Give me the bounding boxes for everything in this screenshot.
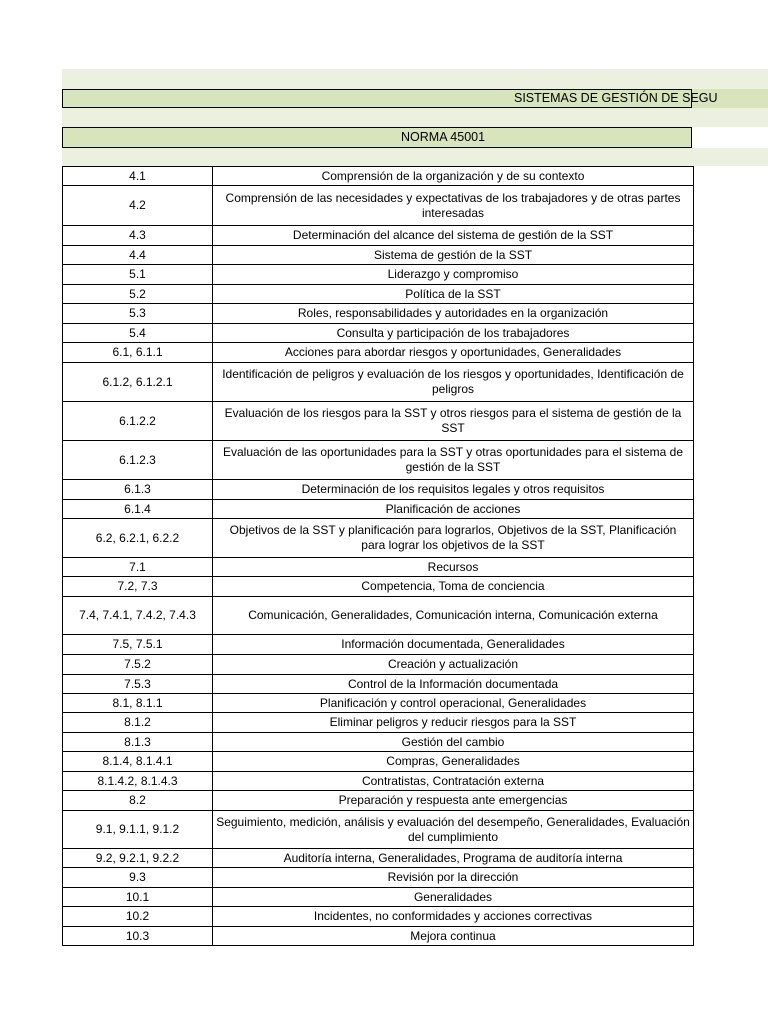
clause-title: Determinación del alcance del sistema de gestión de la SST [213,226,694,246]
clause-number: 8.1, 8.1.1 [63,694,213,713]
table-row [63,519,694,558]
clause-title: Planificación de acciones [213,500,694,519]
table-row [63,675,694,694]
clause-title: Determinación de los requisitos legales y otros requisitos [213,480,694,500]
clause-number: 5.4 [63,324,213,343]
clause-title: Creación y actualización [213,655,694,675]
clause-title: Acciones para abordar riesgos y oportunidades, Generalidades [213,343,694,363]
clause-title: Competencia, Toma de conciencia [213,577,694,597]
clause-number: 9.1, 9.1.1, 9.1.2 [63,811,213,849]
clause-number: 6.2, 6.2.1, 6.2.2 [63,519,213,558]
clause-title: Consulta y participación de los trabajadores [213,324,694,343]
clause-title: Sistema de gestión de la SST [213,246,694,265]
clause-number: 4.4 [63,246,213,265]
table-row [63,927,694,946]
table-row [63,167,694,186]
clause-number: 5.2 [63,285,213,304]
requirements-table [62,166,694,946]
clause-number: 7.2, 7.3 [63,577,213,597]
clause-title: Incidentes, no conformidades y acciones correctivas [213,907,694,927]
clause-number: 6.1, 6.1.1 [63,343,213,363]
table-row [63,635,694,655]
clause-number: 4.1 [63,167,213,186]
table-row [63,304,694,324]
clause-number: 4.3 [63,226,213,246]
table-row [63,441,694,480]
table-row [63,597,694,635]
clause-number: 10.1 [63,888,213,907]
table-row [63,888,694,907]
clause-number: 6.1.2.2 [63,402,213,441]
clause-number: 10.3 [63,927,213,946]
clause-title: Compras, Generalidades [213,752,694,772]
page-title: SISTEMAS DE GESTIÓN DE SEGU [514,91,718,105]
clause-title: Generalidades [213,888,694,907]
table-row [63,772,694,791]
clause-title: Auditoría interna, Generalidades, Programa de auditoría interna [213,849,694,868]
clause-title: Comunicación, Generalidades, Comunicación interna, Comunicación externa [213,597,694,635]
clause-title: Política de la SST [213,285,694,304]
clause-number: 6.1.4 [63,500,213,519]
clause-title: Evaluación de las oportunidades para la SST y otras oportunidades para el sistema de gestión de la SST [213,441,694,480]
norma-bar [62,127,692,148]
clause-number: 9.2, 9.2.1, 9.2.2 [63,849,213,868]
clause-number: 7.5, 7.5.1 [63,635,213,655]
clause-number: 7.5.3 [63,675,213,694]
table-row [63,186,694,226]
clause-title: Mejora continua [213,927,694,946]
table-row [63,324,694,343]
table-row [63,791,694,811]
clause-title: Control de la Información documentada [213,675,694,694]
clause-number: 9.3 [63,868,213,888]
clause-number: 8.1.3 [63,733,213,752]
clause-title: Liderazgo y compromiso [213,265,694,285]
table-row [63,246,694,265]
header-band-spacer-1 [62,108,692,127]
clause-title: Revisión por la dirección [213,868,694,888]
clause-number: 7.5.2 [63,655,213,675]
clause-title: Roles, responsabilidades y autoridades en la organización [213,304,694,324]
table-row [63,752,694,772]
table-row [63,907,694,927]
clause-title: Objetivos de la SST y planificación para lograrlos, Objetivos de la SST, Planificación para lograr los objetivos de la SST [213,519,694,558]
table-row [63,577,694,597]
clause-number: 8.1.4.2, 8.1.4.3 [63,772,213,791]
clause-title: Información documentada, Generalidades [213,635,694,655]
table-row [63,733,694,752]
table-row [63,558,694,577]
table-row [63,655,694,675]
clause-title: Comprensión de la organización y de su contexto [213,167,694,186]
table-row [63,480,694,500]
clause-number: 8.1.2 [63,713,213,733]
table-row [63,226,694,246]
clause-title: Gestión del cambio [213,733,694,752]
clause-number: 8.2 [63,791,213,811]
clause-number: 6.1.2.3 [63,441,213,480]
clause-title: Identificación de peligros y evaluación de los riesgos y oportunidades, Identificación de peligros [213,363,694,402]
clause-title: Eliminar peligros y reducir riesgos para la SST [213,713,694,733]
header-band-spacer-1-extension [692,108,768,127]
clause-number: 8.1.4, 8.1.4.1 [63,752,213,772]
clause-title: Evaluación de los riesgos para la SST y otros riesgos para el sistema de gestión de la SST [213,402,694,441]
requirements-table-body [63,167,694,946]
clause-title: Planificación y control operacional, Generalidades [213,694,694,713]
table-row [63,265,694,285]
title-bar [62,89,718,108]
table-row [63,363,694,402]
clause-title: Preparación y respuesta ante emergencias [213,791,694,811]
table-row [63,849,694,868]
clause-number: 5.1 [63,265,213,285]
norma-label: NORMA 45001 [401,130,486,144]
clause-number: 5.3 [63,304,213,324]
table-row [63,694,694,713]
clause-number: 7.1 [63,558,213,577]
header-band-top [62,69,768,89]
clause-number: 6.1.3 [63,480,213,500]
clause-number: 6.1.2, 6.1.2.1 [63,363,213,402]
table-row [63,500,694,519]
clause-number: 7.4, 7.4.1, 7.4.2, 7.4.3 [63,597,213,635]
clause-number: 10.2 [63,907,213,927]
header-band-spacer-2 [62,148,768,166]
table-row [63,343,694,363]
table-row [63,868,694,888]
clause-title: Recursos [213,558,694,577]
clause-title: Contratistas, Contratación externa [213,772,694,791]
table-row [63,285,694,304]
table-row [63,402,694,441]
clause-number: 4.2 [63,186,213,226]
table-row [63,811,694,849]
table-row [63,713,694,733]
clause-title: Comprensión de las necesidades y expectativas de los trabajadores y de otras partes interesadas [213,186,694,226]
clause-title: Seguimiento, medición, análisis y evaluación del desempeño, Generalidades, Evaluación del cumplimiento [213,811,694,849]
